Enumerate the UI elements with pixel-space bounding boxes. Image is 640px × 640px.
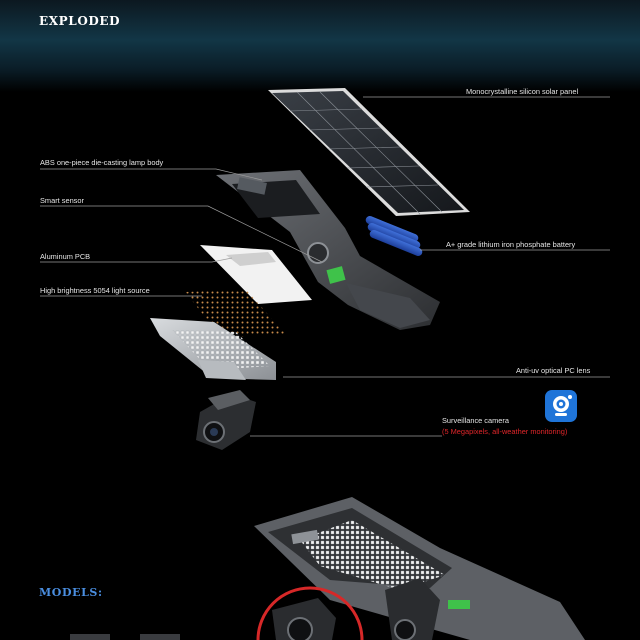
assembled-lamp — [70, 497, 585, 640]
label-lamp-body: ABS one-piece die-casting lamp body — [40, 158, 164, 167]
label-smart-sensor: Smart sensor — [40, 196, 84, 205]
camera-app-icon — [545, 390, 577, 422]
label-lens: Anti-uv optical PC lens — [516, 366, 591, 375]
label-battery: A+ grade lithium iron phosphate battery — [446, 240, 576, 249]
battery-pack — [365, 215, 424, 257]
label-camera: Surveillance camera — [442, 416, 509, 425]
label-light-source: High brightness 5054 light source — [40, 286, 150, 295]
label-camera-spec: (5 Megapixels, all-weather monitoring) — [442, 427, 568, 436]
page-title: EXPLODED — [39, 14, 121, 28]
models-heading: MODELS: — [39, 586, 103, 599]
label-solar-panel: Monocrystalline silicon solar panel — [466, 87, 579, 96]
label-pcb: Aluminum PCB — [40, 252, 91, 261]
surveillance-camera — [196, 390, 256, 450]
